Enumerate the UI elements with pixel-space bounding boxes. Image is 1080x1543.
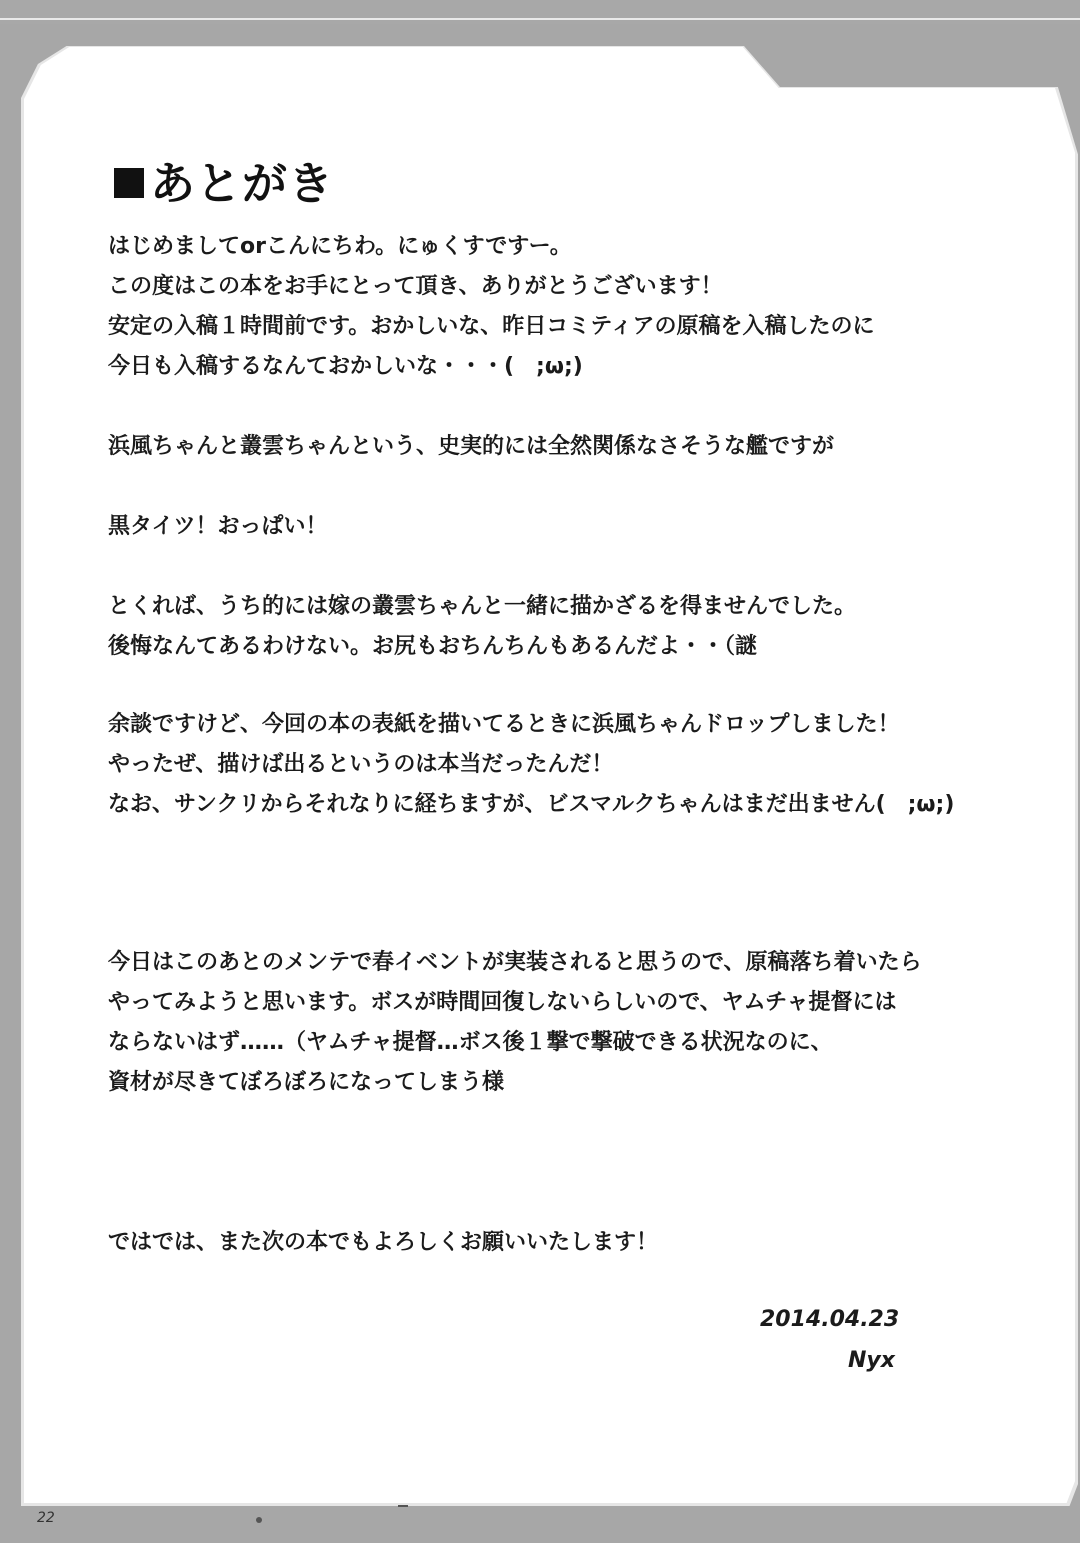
body-line: 安定の入稿１時間前です。おかしいな、昨日コミティアの原稿を入稿したのに [108,314,875,339]
body-line: 黒タイツ！おっぱい！ [108,514,328,539]
body-line: はじめましてorこんにちわ。にゅくすですー。 [108,234,572,259]
print-dash-mark [398,1505,408,1507]
author-signature: Nyx [848,1348,895,1373]
body-line: ではでは、また次の本でもよろしくお願いいたします！ [108,1230,659,1255]
page-number: 22 [37,1510,55,1526]
body-line: 浜風ちゃんと叢雲ちゃんという、史実的には全然関係なさそうな艦ですが [108,434,835,459]
body-line: とくれば、うち的には嫁の叢雲ちゃんと一緒に描かざるを得ませんでした。 [108,594,857,619]
print-dot-mark [256,1517,262,1523]
body-line: 後悔なんてあるわけない。お尻もおちんちんもあるんだよ・・（謎 [108,634,758,659]
heading-square-icon [114,168,144,198]
heading-text: あとがき [150,157,335,210]
body-line: 余談ですけど、今回の本の表紙を描いてるときに浜風ちゃんドロップしました！ [108,712,900,737]
body-line: この度はこの本をお手にとって頂き、ありがとうございます！ [108,274,723,299]
body-line: 今日はこのあとのメンテで春イベントが実装されると思うので、原稿落ち着いたら [108,950,922,975]
date: 2014.04.23 [760,1307,900,1332]
body-line: なお、サンクリからそれなりに経ちますが、ビスマルクちゃんはまだ出ません( ;ω;) [108,792,955,817]
body-line: やってみようと思います。ボスが時間回復しないらしいので、ヤムチャ提督には [108,990,897,1015]
body-line: やったぜ、描けば出るというのは本当だったんだ！ [108,752,614,777]
page-heading [114,155,334,213]
top-divider [0,18,1080,20]
body-line: 今日も入稿するなんておかしいな・・・( ;ω;) [108,354,583,379]
body-line: ならないはず……（ヤムチャ提督…ボス後１撃で撃破できる状況なのに、 [108,1030,833,1055]
body-line: 資材が尽きてぼろぼろになってしまう様 [108,1070,505,1095]
top-strip [0,0,1080,24]
